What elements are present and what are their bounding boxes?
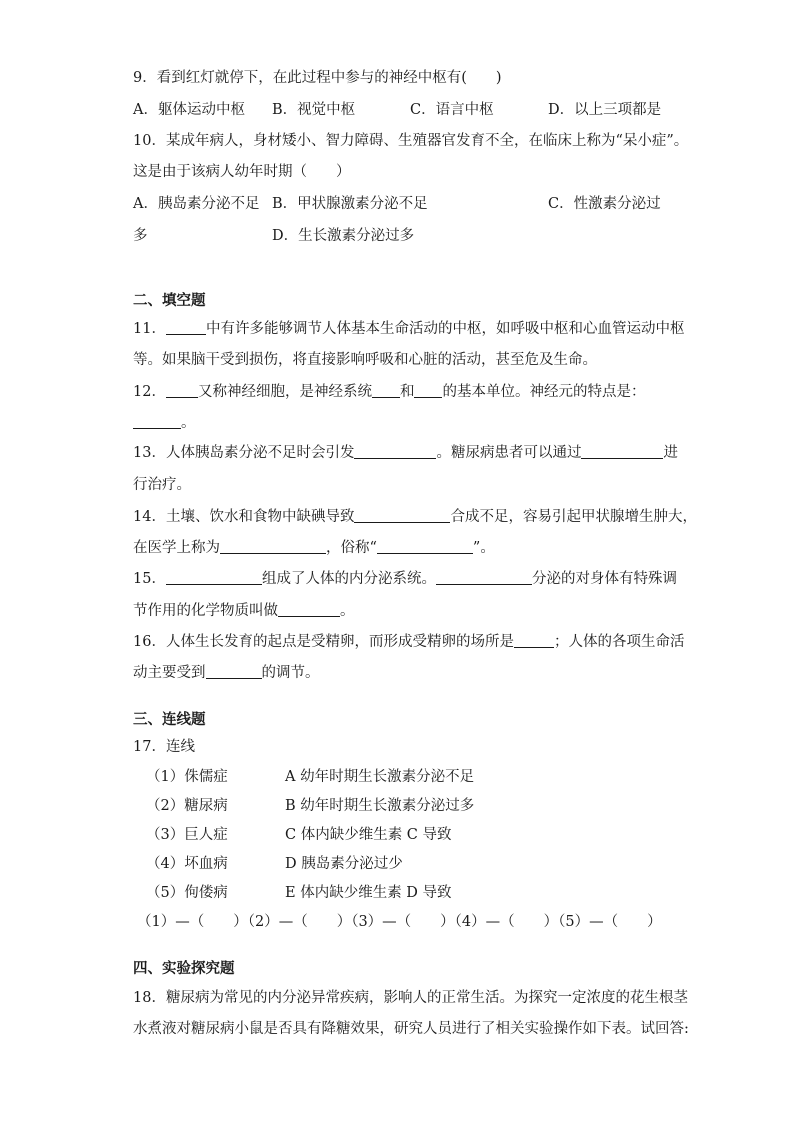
q13-text-3: 进 [663, 445, 678, 461]
q9-option-d: D．以上三项都是 [548, 102, 662, 118]
q17-left-item-5: （5）佝偻病 [146, 885, 228, 901]
q13-blank-2[interactable] [581, 444, 663, 459]
q14-text-5: ”。 [472, 540, 495, 556]
q17-left-item-3: （3）巨人症 [146, 827, 228, 843]
q10-stem-line1: 10．某成年病人，身材矮小、智力障碍、生殖器官发育不全，在临床上称为“呆小症”。 [133, 133, 689, 149]
q10-stem-line2: 这是由于该病人幼年时期（ ） [133, 164, 351, 180]
q15-text-3: 节作用的化学物质叫做 [133, 603, 278, 619]
q12-end: 。 [181, 415, 196, 431]
q17-left-item-1: （1）侏儒症 [146, 769, 228, 785]
q15-text-4: 。 [340, 603, 355, 619]
section-experiment-heading: 四、实验探究题 [133, 960, 235, 977]
q12-line2 [133, 411, 196, 432]
q11-blank[interactable] [166, 320, 206, 335]
q15-line1 [133, 567, 677, 588]
q10-option-c: C．性激素分泌过 [548, 196, 661, 212]
q16-text-3: 动主要受到 [133, 665, 206, 681]
q17-left-item-4: （4）坏血病 [146, 856, 228, 872]
q17-right-item-d: D 胰岛素分泌过少 [285, 856, 403, 872]
q16-text-1: 16．人体生长发育的起点是受精卵，而形成受精卵的场所是 [133, 634, 514, 650]
q12-blank-4[interactable] [133, 414, 181, 429]
q17-right-item-a: A 幼年时期生长激素分泌不足 [285, 769, 475, 785]
q17-left-item-2: （2）糖尿病 [146, 798, 228, 814]
q13-text-2: 。糖尿病患者可以通过 [436, 445, 582, 461]
q14-text-4: ，俗称“ [326, 540, 377, 556]
q15-line2 [133, 599, 355, 620]
q14-line2 [133, 536, 495, 557]
q11-line2: 等。如果脑干受到损伤，将直接影响呼吸和心脏的活动，甚至危及生命。 [133, 352, 597, 368]
q13-line2: 行治疗。 [133, 477, 191, 493]
q17-answer-row[interactable]: （1）—（ ）（2）—（ ）（3）—（ ）（4）—（ ）（5）—（ ） [137, 914, 662, 930]
q10-option-a: A．胰岛素分泌不足 [133, 196, 260, 212]
q15-blank-2[interactable] [436, 570, 532, 585]
q14-text-3: 在医学上称为 [133, 540, 220, 556]
q14-line1 [133, 505, 697, 526]
q17-right-item-c: C 体内缺少维生素 C 导致 [285, 827, 452, 843]
q12-number: 12． [133, 384, 166, 400]
q13-line1 [133, 441, 678, 462]
q16-line2 [133, 661, 320, 682]
q16-text-4: 的调节。 [261, 665, 320, 681]
q17-right-item-e: E 体内缺少维生素 D 导致 [285, 885, 452, 901]
q14-blank-1[interactable] [354, 508, 450, 523]
q9-option-a: A．躯体运动中枢 [133, 102, 245, 118]
q18-line1: 18．糖尿病为常见的内分泌异常疾病，影响人的正常生活。为探究一定浓度的花生根茎 [133, 990, 688, 1006]
q14-blank-3[interactable] [377, 539, 473, 554]
q11-line1 [133, 317, 684, 338]
q12-text-1: 又称神经细胞，是神经系统 [197, 384, 372, 400]
q15-number: 15． [133, 571, 166, 587]
q9-stem: 9．看到红灯就停下，在此过程中参与的神经中枢有( ) [133, 70, 502, 86]
q17-right-item-b: B 幼年时期生长激素分泌过多 [285, 798, 475, 814]
q15-blank-3[interactable] [278, 602, 340, 617]
q14-text-2: 合成不足，容易引起甲状腺增生肿大， [450, 509, 697, 525]
q11-number: 11． [133, 321, 166, 337]
q10-option-c-continued: 多 [133, 228, 148, 244]
q10-option-b: B．甲状腺激素分泌不足 [272, 196, 428, 212]
q15-blank-1[interactable] [166, 570, 262, 585]
section-fill-in-heading: 二、填空题 [133, 292, 206, 309]
q15-text-2: 分泌的对身体有特殊调 [531, 571, 677, 587]
q13-text-1: 13．人体胰岛素分泌不足时会引发 [133, 445, 355, 461]
q12-text-2: 和 [399, 384, 415, 400]
q12-blank-1[interactable] [166, 383, 198, 398]
q9-option-c: C．语言中枢 [410, 102, 494, 118]
q13-blank-1[interactable] [354, 444, 436, 459]
q14-text-1: 14．土壤、饮水和食物中缺碘导致 [133, 509, 355, 525]
q18-line2: 水煮液对糖尿病小鼠是否具有降糖效果，研究人员进行了相关实验操作如下表。试回答: [133, 1021, 689, 1037]
q16-text-2: ；人体的各项生命活 [553, 634, 685, 650]
q16-blank-2[interactable] [206, 664, 262, 679]
q9-option-b: B．视觉中枢 [272, 102, 356, 118]
q11-text: 中有许多能够调节人体基本生命活动的中枢，如呼吸中枢和心血管运动中枢 [205, 321, 685, 337]
q14-blank-2[interactable] [220, 539, 326, 554]
q12-blank-2[interactable] [372, 383, 400, 398]
q15-text-1: 组成了人体的内分泌系统。 [261, 571, 436, 587]
q16-line1 [133, 630, 684, 651]
q10-option-d: D．生长激素分泌过多 [272, 228, 415, 244]
q16-blank-1[interactable] [514, 633, 554, 648]
q17-title: 17．连线 [133, 739, 195, 755]
section-matching-heading: 三、连线题 [133, 711, 206, 728]
q12-line1 [133, 380, 645, 401]
q12-blank-3[interactable] [414, 383, 442, 398]
q12-text-3: 的基本单位。神经元的特点是： [442, 384, 646, 400]
